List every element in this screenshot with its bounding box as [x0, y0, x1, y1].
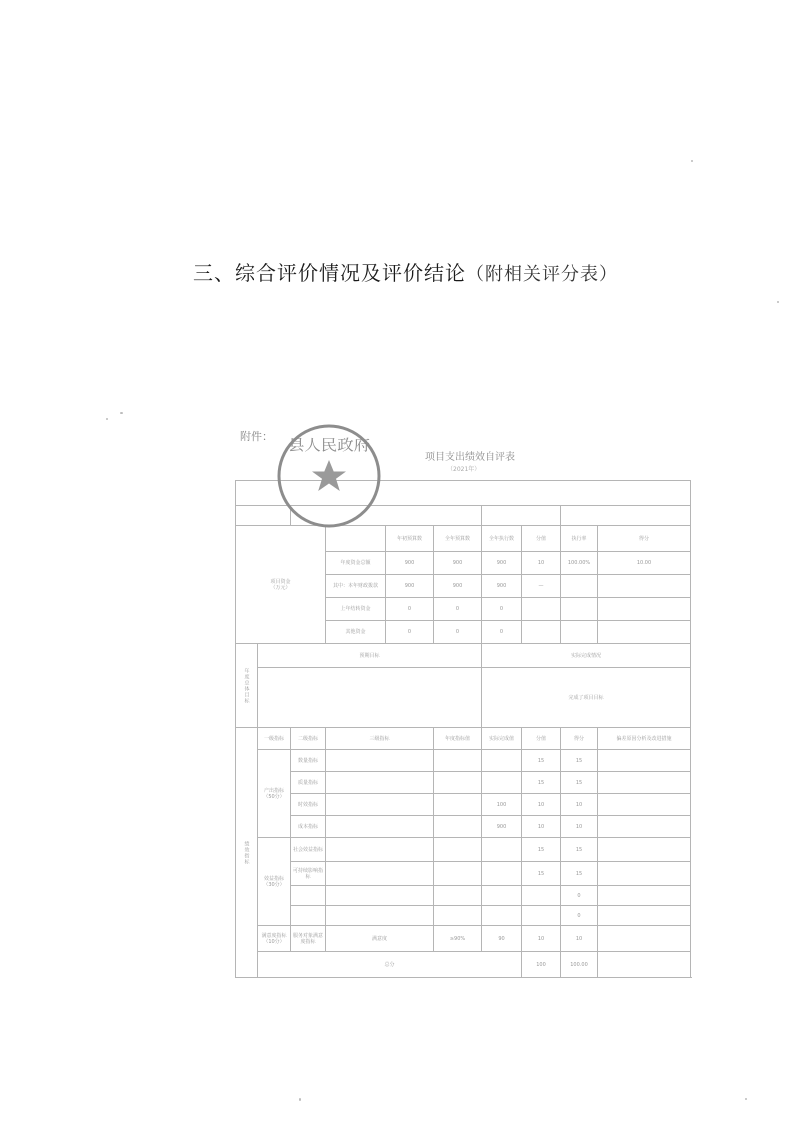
funding-header: 年初预算数 — [386, 526, 434, 552]
indicator-score: 10 — [561, 794, 598, 816]
funding-cell: 900 — [482, 552, 522, 575]
indicator-group-unit: （10分） — [263, 938, 285, 945]
indicator-l2: 社会效益指标 — [291, 838, 326, 862]
self-evaluation-table — [235, 480, 691, 978]
scan-speck — [745, 1098, 747, 1100]
form-title: 项目支出绩效自评表 — [425, 452, 515, 463]
form-subtitle: （2021年） — [447, 466, 481, 473]
funding-header: 得分 — [598, 526, 691, 552]
goals-actual-header: 实际完成情况 — [482, 644, 691, 668]
funding-cell: 900 — [434, 575, 482, 598]
indicator-actual — [482, 838, 522, 862]
indicator-score-max: 10 — [522, 794, 561, 816]
funding-header: 全年执行数 — [482, 526, 522, 552]
indicator-score: 15 — [561, 838, 598, 862]
official-seal-stamp — [273, 420, 385, 532]
section-heading-note: （附相关评分表） — [466, 264, 618, 285]
funding-cell: 0 — [386, 598, 434, 621]
indicator-l3 — [326, 862, 434, 886]
indicator-l2: 可持续影响指标 — [291, 862, 326, 886]
goals-actual: 完成了项目目标 — [482, 668, 691, 728]
funding-cell: 900 — [434, 552, 482, 575]
indicator-header: 分值 — [522, 728, 561, 750]
funding-row-name: 其他资金 — [326, 621, 386, 644]
indicator-note — [598, 816, 691, 838]
funding-label-unit: （万元） — [270, 584, 291, 591]
indicator-score: 15 — [561, 750, 598, 772]
indicator-actual — [482, 750, 522, 772]
funding-cell — [598, 621, 691, 644]
funding-cell — [522, 598, 561, 621]
indicator-score-max: 15 — [522, 862, 561, 886]
indicator-actual — [482, 886, 522, 906]
funding-cell — [561, 598, 598, 621]
indicator-l2: 服务对象满意度指标 — [291, 926, 326, 952]
funding-cell: — — [522, 575, 561, 598]
indicator-group-name: 产出指标 — [263, 787, 284, 794]
indicator-header: 三级指标 — [326, 728, 434, 750]
indicator-target — [434, 886, 482, 906]
indicator-note — [598, 926, 691, 952]
indicator-group-unit: （30分） — [263, 881, 285, 888]
indicator-header: 实际完成值 — [482, 728, 522, 750]
indicator-actual — [482, 862, 522, 886]
indicator-score: 15 — [561, 772, 598, 794]
section-heading-main: 三、综合评价情况及评价结论 — [193, 261, 466, 285]
indicator-group-name: 满意度指标 — [261, 932, 287, 939]
total-score: 100.00 — [561, 952, 598, 978]
indicator-target — [434, 816, 482, 838]
indicator-l2: 成本指标 — [291, 816, 326, 838]
annual-goals-label: 年度总体目标 — [236, 644, 258, 728]
goals-expected — [258, 668, 482, 728]
indicator-group-name: 效益指标 — [263, 875, 284, 882]
indicator-l2 — [291, 886, 326, 906]
total-score-max: 100 — [522, 952, 561, 978]
indicator-score: 15 — [561, 862, 598, 886]
indicator-l3 — [326, 772, 434, 794]
seal-text: 县人民政府 — [288, 436, 370, 454]
indicator-l3 — [326, 838, 434, 862]
indicator-actual — [482, 772, 522, 794]
funding-cell — [598, 575, 691, 598]
indicator-note — [598, 862, 691, 886]
funding-header: 执行率 — [561, 526, 598, 552]
indicators-label: 绩效指标 — [236, 728, 258, 978]
funding-header: 分值 — [522, 526, 561, 552]
indicator-l3 — [326, 794, 434, 816]
indicator-note — [598, 772, 691, 794]
indicator-actual: 90 — [482, 926, 522, 952]
funding-cell: 0 — [434, 621, 482, 644]
indicator-actual: 100 — [482, 794, 522, 816]
project-cell — [561, 506, 691, 526]
indicator-note — [598, 794, 691, 816]
indicator-header: 二级指标 — [291, 728, 326, 750]
indicator-note — [598, 750, 691, 772]
funding-cell — [598, 598, 691, 621]
funding-cell: 100.00% — [561, 552, 598, 575]
indicator-l2 — [291, 906, 326, 926]
indicator-score-max — [522, 886, 561, 906]
indicator-score: 10 — [561, 816, 598, 838]
scan-speck — [691, 160, 693, 162]
funding-cell: 0 — [482, 621, 522, 644]
scan-speck — [120, 412, 123, 414]
funding-cell: 900 — [386, 552, 434, 575]
funding-cell: 0 — [386, 621, 434, 644]
funding-cell: 900 — [386, 575, 434, 598]
total-label: 总分 — [258, 952, 522, 978]
indicator-score-max: 10 — [522, 816, 561, 838]
funding-cell: 900 — [482, 575, 522, 598]
indicator-target — [434, 750, 482, 772]
project-cell — [482, 506, 561, 526]
indicator-group-output — [258, 750, 291, 838]
indicator-header: 偏差原因分析及改进措施 — [598, 728, 691, 750]
total-note — [598, 952, 691, 978]
funding-cell: 0 — [482, 598, 522, 621]
indicator-score-max: 15 — [522, 838, 561, 862]
funding-cell — [561, 621, 598, 644]
indicator-target — [434, 906, 482, 926]
indicator-header: 年度指标值 — [434, 728, 482, 750]
indicator-actual: 900 — [482, 816, 522, 838]
funding-label-text: 项目资金 — [270, 578, 291, 585]
scan-speck — [777, 301, 779, 303]
indicator-l3: 满意度 — [326, 926, 434, 952]
scan-speck — [106, 418, 108, 420]
funding-cell: 10 — [522, 552, 561, 575]
indicator-l2: 质量指标 — [291, 772, 326, 794]
indicator-score-max: 15 — [522, 750, 561, 772]
funding-cell: 10.00 — [598, 552, 691, 575]
indicator-actual — [482, 906, 522, 926]
indicator-l3 — [326, 886, 434, 906]
indicator-group-unit: （50分） — [263, 793, 285, 800]
indicator-l3 — [326, 750, 434, 772]
indicator-l2: 时效指标 — [291, 794, 326, 816]
seal-star — [312, 460, 346, 491]
indicator-note — [598, 838, 691, 862]
indicator-target — [434, 838, 482, 862]
indicator-l3 — [326, 816, 434, 838]
indicator-score: 0 — [561, 886, 598, 906]
indicator-score: 10 — [561, 926, 598, 952]
funding-row-name: 年度资金总额 — [326, 552, 386, 575]
indicator-score: 0 — [561, 906, 598, 926]
indicator-target — [434, 862, 482, 886]
section-heading — [193, 257, 618, 286]
indicator-target — [434, 772, 482, 794]
annex-label: 附件： — [240, 430, 273, 443]
funding-label — [236, 526, 326, 644]
indicator-score-max: 15 — [522, 772, 561, 794]
indicator-score-max — [522, 906, 561, 926]
goals-expected-header: 预期目标 — [258, 644, 482, 668]
indicator-note — [598, 906, 691, 926]
funding-row-name: 上年结转资金 — [326, 598, 386, 621]
indicator-target: ≥90% — [434, 926, 482, 952]
indicator-header: 一级指标 — [258, 728, 291, 750]
indicator-group-benefit — [258, 838, 291, 926]
indicator-l2: 数量指标 — [291, 750, 326, 772]
scan-speck — [299, 1098, 301, 1101]
indicator-header: 得分 — [561, 728, 598, 750]
indicator-note — [598, 886, 691, 906]
indicator-score-max: 10 — [522, 926, 561, 952]
scanned-evaluation-form — [235, 420, 690, 975]
indicator-l3 — [326, 906, 434, 926]
funding-cell — [522, 621, 561, 644]
funding-header: 全年预算数 — [434, 526, 482, 552]
funding-cell — [561, 575, 598, 598]
funding-cell: 0 — [434, 598, 482, 621]
indicator-group-satisfaction — [258, 926, 291, 952]
funding-row-name: 其中：本年财政拨款 — [326, 575, 386, 598]
indicator-target — [434, 794, 482, 816]
